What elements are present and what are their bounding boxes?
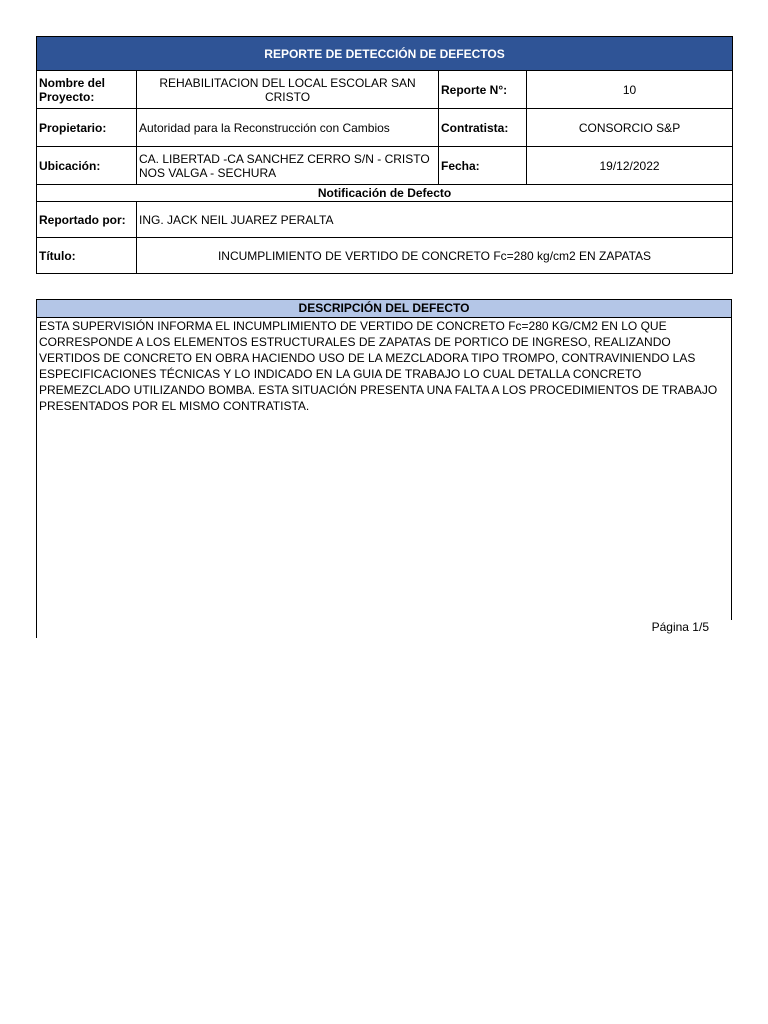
date-value: 19/12/2022	[527, 147, 733, 185]
project-value: REHABILITACION DEL LOCAL ESCOLAR SAN CRISTO	[137, 71, 439, 109]
notification-header: Notificación de Defecto	[37, 185, 733, 202]
reported-by-label: Reportado por:	[37, 202, 137, 238]
report-header-sheet	[36, 36, 732, 274]
report-number-label: Reporte N°:	[439, 71, 527, 109]
subject-label: Título:	[37, 238, 137, 274]
location-value: CA. LIBERTAD -CA SANCHEZ CERRO S/N - CRISTO NOS VALGA - SECHURA	[137, 147, 439, 185]
contractor-label: Contratista:	[439, 109, 527, 147]
report-title: REPORTE DE DETECCIÓN DE DEFECTOS	[37, 37, 733, 71]
report-header-table	[36, 36, 733, 274]
owner-label: Propietario:	[37, 109, 137, 147]
project-label: Nombre del Proyecto:	[37, 71, 137, 109]
border-gap	[731, 620, 732, 638]
date-label: Fecha:	[439, 147, 527, 185]
description-body	[36, 318, 732, 638]
description-text: ESTA SUPERVISIÓN INFORMA EL INCUMPLIMIENTO DE VERTIDO DE CONCRETO Fc=280 KG/CM2 EN LO QUE CORRESPONDE A LOS ELEMENTOS ESTRUCTURALES DE ZAPATAS DE PORTICO DE INGRESO, REALIZANDO VERTIDOS DE CONCRETO EN OBRA HACIENDO USO DE LA MEZCLADORA TIPO TROMPO, CONTRAVINIENDO LAS ESPECIFICACIONES TÉCNICAS Y LO INDICADO EN LA GUIA DE TRABAJO LO CUAL DETALLA CONCRETO PREMEZCLADO UTILIZANDO BOMBA. ESTA SITUACIÓN PRESENTA UNA FALTA A LOS PROCEDIMIENTOS DE TRABAJO PRESENTADOS POR EL MISMO CONTRATISTA.	[39, 319, 718, 413]
description-section	[36, 299, 732, 638]
contractor-value: CONSORCIO S&P	[527, 109, 733, 147]
report-number-value: 10	[527, 71, 733, 109]
location-label: Ubicación:	[37, 147, 137, 185]
description-header: DESCRIPCIÓN DEL DEFECTO	[36, 299, 732, 318]
reported-by-value: ING. JACK NEIL JUAREZ PERALTA	[137, 202, 733, 238]
subject-value: INCUMPLIMIENTO DE VERTIDO DE CONCRETO Fc=280 kg/cm2 EN ZAPATAS	[137, 238, 733, 274]
page-number: Página 1/5	[651, 620, 709, 634]
owner-value: Autoridad para la Reconstrucción con Cambios	[137, 109, 439, 147]
